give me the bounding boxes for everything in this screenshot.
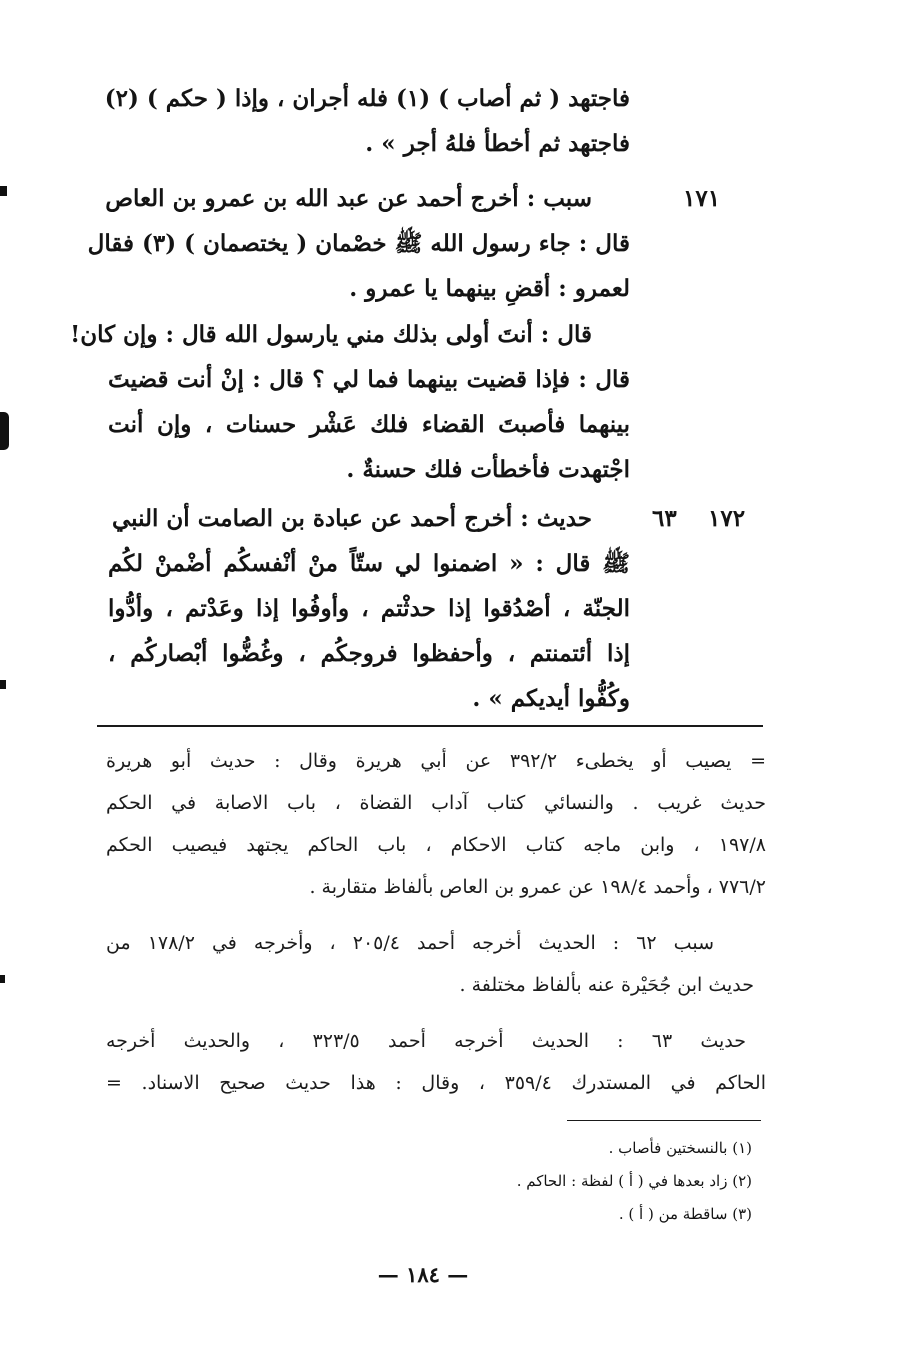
commentary-paragraph <box>106 922 754 1006</box>
footnote: (١) بالنسختين فأصاب . <box>608 1139 752 1157</box>
footnotes <box>300 1132 752 1231</box>
text-line: قال : جاء رسول الله ﷺ خصْمان ( يختصمان ) (٣) فقال <box>87 230 630 257</box>
text-line: سبب : أخرج أحمد عن عبد الله بن عمرو بن العاص <box>105 185 592 212</box>
scan-edge-mark <box>0 412 9 450</box>
scan-edge-mark <box>0 186 7 196</box>
commentary-paragraph <box>106 740 766 908</box>
text-line: إذا أئتمنتم ، وأحفظوا فروجكُم ، وغُضُّوا أبْصاركُم ، <box>108 640 630 667</box>
footnote-separator <box>567 1120 761 1121</box>
entry-number: ١٧٢ <box>708 505 746 532</box>
text-line: سبب ٦٢ : الحديث أخرجه أحمد ٢٠٥/٤ ، وأخرجه في ١٧٨/٢ من <box>106 932 714 954</box>
footnote: (٣) ساقطة من ( أ ) . <box>618 1205 752 1223</box>
text-line: حديث ابن جُحَيْرة عنه بألفاظ مختلفة . <box>459 974 754 996</box>
intro-text <box>104 76 630 166</box>
text-line: حديث غريب . والنسائي كتاب آداب القضاة ، باب الاصابة في الحكم <box>106 792 766 814</box>
text-line: فاجتهد ( ثم أصاب ) (١) فله أجران ، وإذا ( حكم ) (٢) <box>104 85 630 112</box>
text-line: ١٩٧/٨ ، وابن ماجه كتاب الاحكام ، باب الحاكم يجتهد فيصيب الحكم <box>106 834 766 856</box>
scan-edge-mark <box>0 975 5 983</box>
text-line: حديث ٦٣ : الحديث أخرجه أحمد ٣٢٣/٥ ، والحديث أخرجه <box>106 1030 746 1052</box>
commentary-separator <box>97 725 763 727</box>
commentary-paragraph <box>106 1020 766 1104</box>
footnote: (٢) زاد بعدها في ( أ ) لفظة : الحاكم . <box>516 1172 752 1190</box>
text-line: ٧٧٦/٢ ، وأحمد ١٩٨/٤ عن عمرو بن العاص بألفاظ متقاربة . <box>309 876 766 898</box>
text-line: اجْتهدت فأخطأت فلك حسنةٌ . <box>346 456 630 483</box>
text-line: قال : فإذا قضيت بينهما فما لي ؟ قال : إنْ أنت قضيتَ <box>108 366 630 393</box>
text-line: وكُفُّوا أيديكم » . <box>472 685 630 712</box>
reference-number: ٦٣ <box>652 505 677 532</box>
text-line: قال : أنتَ أولى بذلك مني يارسول الله قال : وإن كان! <box>70 321 592 348</box>
entry-number: ١٧١ <box>683 185 721 212</box>
scan-edge-mark <box>0 680 6 689</box>
entry-172-text <box>108 496 630 721</box>
text-line: الجنّة ، أصْدُقوا إذا حدثْتم ، وأوفُوا إذا وعَدْتم ، وأدُّوا <box>108 595 630 622</box>
text-line: لعمرو : أقضِ بينهما يا عمرو . <box>349 275 630 302</box>
entry-171-continuation <box>70 312 630 492</box>
text-line: ﷺ قال : « اضمنوا لي ستّاً منْ أنْفسكُم أضْمنْ لكُم <box>108 550 630 577</box>
text-line: بينهما فأصبتَ القضاء فلك عَشْر حسنات ، وإن أنت <box>108 411 630 438</box>
text-line: حديث : أخرج أحمد عن عبادة بن الصامت أن النبي <box>111 505 592 532</box>
text-line: الحاكم في المستدرك ٣٥٩/٤ ، وقال : هذا حديث صحيح الاسناد. = <box>106 1072 766 1094</box>
entry-171-text <box>87 176 630 311</box>
page-number: — ١٨٤ — <box>377 1262 469 1287</box>
text-line: فاجتهد ثم أخطأ فلهُ أجر » . <box>365 130 630 157</box>
text-line: = يصيب أو يخطىء ٣٩٢/٢ عن أبي هريرة وقال : حديث أبو هريرة <box>106 750 766 772</box>
